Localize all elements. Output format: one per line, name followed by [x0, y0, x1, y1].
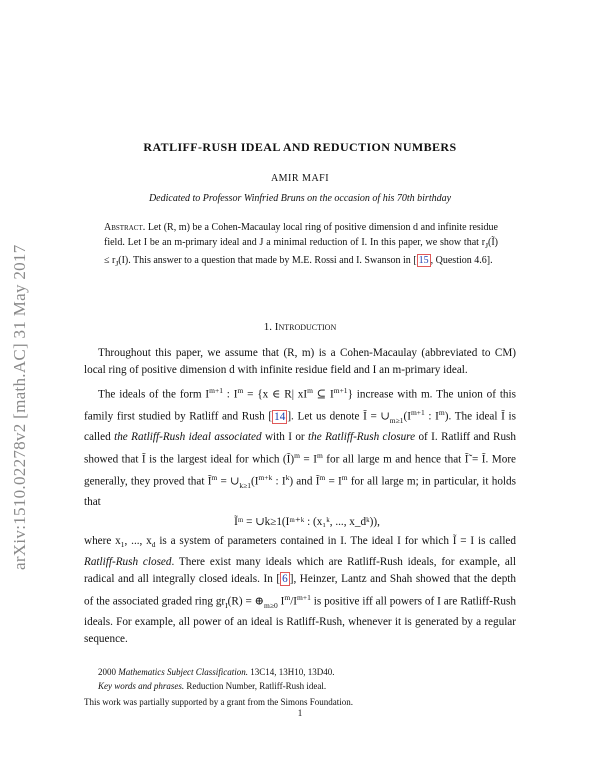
footnotes	[84, 665, 516, 709]
support-footnote: This work was partially supported by a grant from the Simons Foundation.	[84, 697, 353, 707]
paragraph-1: Throughout this paper, we assume that (R, m) is a Cohen-Macaulay (abbreviated to CM) local ring of positive dimension d with infinite residue field and I an m-primary ideal.	[84, 347, 516, 377]
section-number: 1.	[263, 321, 273, 333]
abstract-text-3: (I). This answer to a question that made by M.E. Rossi and I. Swanson in [	[118, 255, 417, 266]
abstract-text-1: Let (R, m) be a Cohen-Macaulay local ring of positive dimension d and infinite residue field. Let I be an m-primary ideal and J a minimal reduction of I. In this paper, we show that r	[104, 222, 498, 248]
paper-title: RATLIFF-RUSH IDEAL AND REDUCTION NUMBERS	[143, 140, 457, 154]
section-heading	[84, 321, 516, 333]
keywords-footnote: Key words and phrases. Reduction Number, Ratliff-Rush ideal.	[98, 681, 327, 691]
abstract-label: Abstract.	[104, 222, 146, 233]
paragraph-2: The ideals of the form $I^{m+1}$ : $I^m = \{x$ ∈ R| $xI^m$ ⊆ $I^{m+1}$} increase with m. The union of this family first studied by Ratliff and Rush [ 14 ]. Let us denote Ĩ = $\cup_{m\ge 1}(I^{m+1}$ : $I^m$). The ideal Ĩ is called the Ratliff-Rush ideal associated with I or the Ratliff-Rush closure of I. Ratliff and Rush showed that Ĩ is the largest ideal for which (Ĩ)$^m$ = $I^m$ for all large m and hence that Ĩ̃ = Ĩ. More generally, they proved that $Ĩ^m$ = $\cup_{k\ge 1}(I^{m+k}$ : $I^k$) and $Ĩ^m = I^m$ for all large m; in particular, it holds that	[84, 385, 517, 509]
page-number: 1	[297, 708, 303, 718]
citation-link-15[interactable]: 15	[418, 255, 429, 266]
section-title: Introduction	[274, 321, 337, 333]
author-name: AMIR MAFI	[270, 173, 330, 184]
dedication: Dedicated to Professor Winfried Bruns on the occasion of his 70th birthday	[148, 193, 452, 204]
msc-footnote: 2000 Mathematics Subject Classification. 13C14, 13H10, 13D40.	[98, 667, 335, 677]
abstract-text-2: (Ĩ) ≤ r	[104, 237, 498, 266]
display-equation: Ĩᵐ = ∪k≥1(Iᵐ⁺ᵏ : (x₁ᵏ, ..., x_dᵏ)),	[234, 515, 380, 528]
body-text	[84, 345, 516, 651]
paragraph-3: where $x_1$, ..., $x_d$ is a system of parameters contained in I. The ideal I for which Ĩ = I is called Ratliff-Rush closed. There exist many ideals which are Ratliff-Rush ideals, for example, all radical and all integrally closed ideals. In [ 6 ], Heinzer, Lantz and Shah showed that the depth of the associated graded ring $gr_I(R)$ = $\oplus_{m\ge 0}$ $I^m/I^{m+1}$ is positive iff all powers of I are Ratliff-Rush ideals. For example, all power of an ideal is Ratliff-Rush, whenever it is generated by a regular sequence.	[84, 535, 517, 646]
citation-link-6[interactable]: 6	[282, 573, 288, 586]
abstract-text-4: , Question 4.6].	[430, 255, 493, 266]
arxiv-stamp: arXiv:1510.02278v2 [math.AC] 31 May 2017	[10, 244, 29, 570]
abstract: Abstract. Let (R, m) be a Cohen-Macaulay local ring of positive dimension d and infinite residue field. Let I be an m-primary ideal and J a minimal reduction of I. In this paper, we show that $r_J(Ĩ) \le r_J(I)$. This answer to a question that made by M.E. Rossi and I. Swanson in [ 15 , Question 4.6].	[104, 222, 498, 268]
citation-link-14[interactable]: 14	[274, 410, 286, 423]
